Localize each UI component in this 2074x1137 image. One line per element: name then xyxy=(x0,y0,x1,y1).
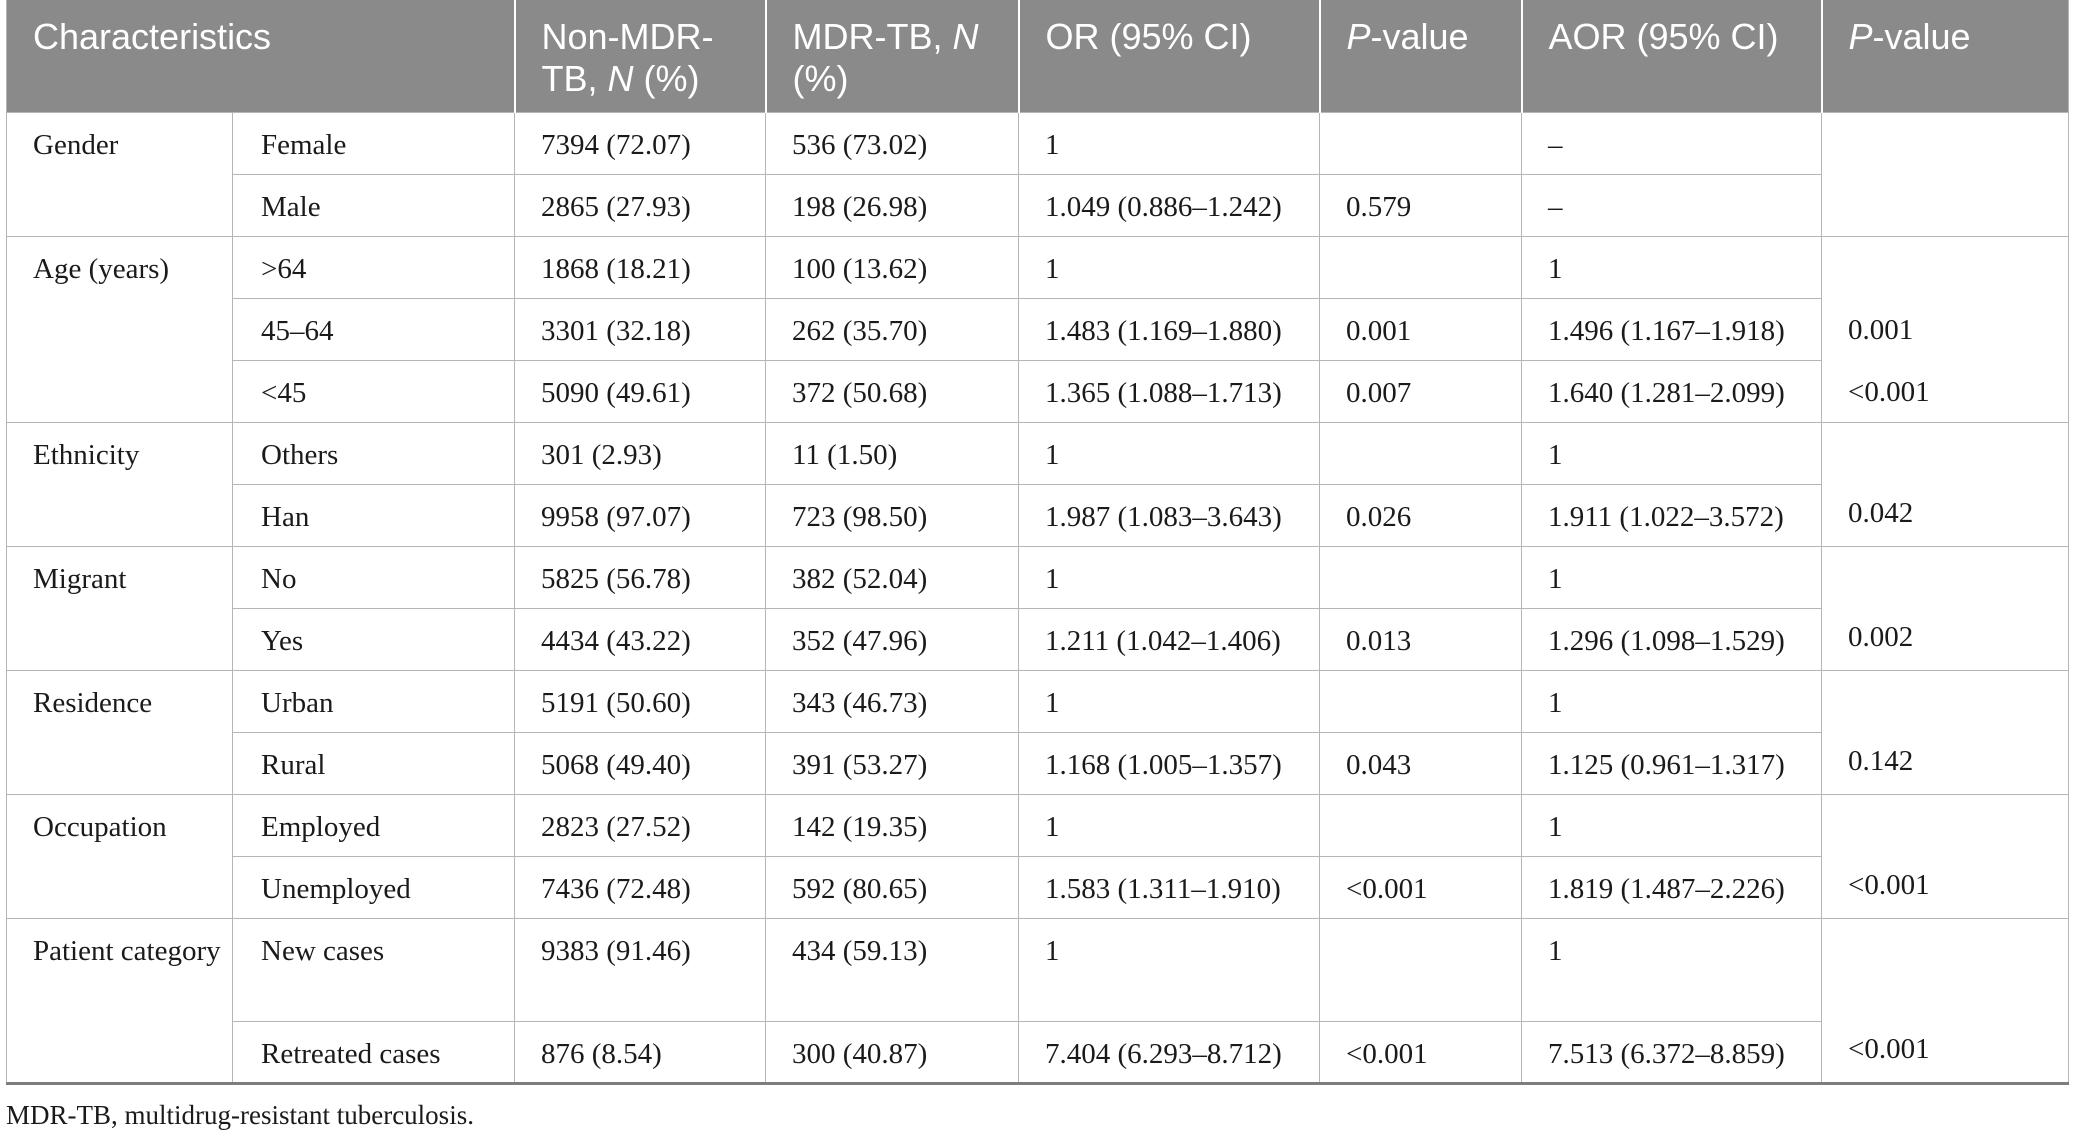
aor-cell: 1.640 (1.281–2.099) xyxy=(1522,360,1822,422)
mdr-cell: 142 (19.35) xyxy=(766,794,1019,856)
level-cell: Others xyxy=(233,422,515,484)
aor-cell: 1 xyxy=(1522,546,1822,608)
non-mdr-cell: 876 (8.54) xyxy=(515,1021,766,1083)
level-cell: Yes xyxy=(233,608,515,670)
mdr-cell: 100 (13.62) xyxy=(766,236,1019,298)
table-row xyxy=(7,236,2069,298)
non-mdr-cell: 2865 (27.93) xyxy=(515,174,766,236)
or-cell: 1.583 (1.311–1.910) xyxy=(1019,856,1320,918)
or-cell: 1.483 (1.169–1.880) xyxy=(1019,298,1320,360)
category-cell: Gender xyxy=(7,112,233,236)
non-mdr-cell: 301 (2.93) xyxy=(515,422,766,484)
table-header xyxy=(7,0,2069,112)
or-cell: 7.404 (6.293–8.712) xyxy=(1019,1021,1320,1083)
header-adjusted-p-value: P-value xyxy=(1822,0,2069,112)
non-mdr-cell: 4434 (43.22) xyxy=(515,608,766,670)
adjusted-p-value-cell xyxy=(1822,546,2069,670)
category-cell: Age (years) xyxy=(7,236,233,422)
non-mdr-cell: 3301 (32.18) xyxy=(515,298,766,360)
category-cell: Occupation xyxy=(7,794,233,918)
aor-cell: 1 xyxy=(1522,670,1822,732)
non-mdr-cell: 9383 (91.46) xyxy=(515,918,766,1021)
header-aor: AOR (95% CI) xyxy=(1522,0,1822,112)
table-row xyxy=(7,856,2069,918)
adjusted-p-value-cell xyxy=(1822,112,2069,236)
mdr-cell: 372 (50.68) xyxy=(766,360,1019,422)
or-cell: 1 xyxy=(1019,112,1320,174)
p-value-cell: 0.043 xyxy=(1320,732,1522,794)
or-cell: 1.211 (1.042–1.406) xyxy=(1019,608,1320,670)
aor-cell: 1 xyxy=(1522,236,1822,298)
p-value-cell: <0.001 xyxy=(1320,1021,1522,1083)
adjusted-p-value-cell: <0.001 xyxy=(1822,360,2069,422)
table-row xyxy=(7,112,2069,174)
or-cell: 1 xyxy=(1019,794,1320,856)
characteristics-table xyxy=(6,0,2069,1085)
level-cell: <45 xyxy=(233,360,515,422)
aor-cell: 1.911 (1.022–3.572) xyxy=(1522,484,1822,546)
non-mdr-cell: 9958 (97.07) xyxy=(515,484,766,546)
non-mdr-cell: 5191 (50.60) xyxy=(515,670,766,732)
table-row xyxy=(7,298,2069,360)
level-cell: Rural xyxy=(233,732,515,794)
adjusted-p-value: 0.142 xyxy=(1848,744,1914,777)
aor-cell: 1 xyxy=(1522,422,1822,484)
or-cell: 1.987 (1.083–3.643) xyxy=(1019,484,1320,546)
or-cell: 1.365 (1.088–1.713) xyxy=(1019,360,1320,422)
aor-cell: – xyxy=(1522,112,1822,174)
aor-cell: – xyxy=(1522,174,1822,236)
aor-cell: 1.296 (1.098–1.529) xyxy=(1522,608,1822,670)
mdr-cell: 536 (73.02) xyxy=(766,112,1019,174)
aor-cell: 1 xyxy=(1522,918,1822,1021)
table-row xyxy=(7,608,2069,670)
header-or: OR (95% CI) xyxy=(1019,0,1320,112)
level-cell: Han xyxy=(233,484,515,546)
non-mdr-cell: 7436 (72.48) xyxy=(515,856,766,918)
mdr-cell: 391 (53.27) xyxy=(766,732,1019,794)
header-mdr-tb: MDR-TB, N (%) xyxy=(766,0,1019,112)
header-non-mdr-tb: Non-MDR-TB, N (%) xyxy=(515,0,766,112)
p-value-cell xyxy=(1320,112,1522,174)
non-mdr-cell: 5825 (56.78) xyxy=(515,546,766,608)
or-cell: 1 xyxy=(1019,546,1320,608)
adjusted-p-value-cell xyxy=(1822,236,2069,298)
table-container xyxy=(6,0,2068,1085)
table-row xyxy=(7,732,2069,794)
adjusted-p-value-cell xyxy=(1822,670,2069,794)
aor-cell: 7.513 (6.372–8.859) xyxy=(1522,1021,1822,1083)
aor-cell: 1.496 (1.167–1.918) xyxy=(1522,298,1822,360)
non-mdr-cell: 1868 (18.21) xyxy=(515,236,766,298)
p-value-cell xyxy=(1320,236,1522,298)
header-p-value: P-value xyxy=(1320,0,1522,112)
aor-cell: 1.125 (0.961–1.317) xyxy=(1522,732,1822,794)
adjusted-p-value: <0.001 xyxy=(1848,868,1930,901)
aor-cell: 1.819 (1.487–2.226) xyxy=(1522,856,1822,918)
non-mdr-cell: 7394 (72.07) xyxy=(515,112,766,174)
p-value-cell: 0.026 xyxy=(1320,484,1522,546)
category-cell: Migrant xyxy=(7,546,233,670)
table-row xyxy=(7,1021,2069,1083)
level-cell: >64 xyxy=(233,236,515,298)
p-value-cell: 0.007 xyxy=(1320,360,1522,422)
mdr-cell: 723 (98.50) xyxy=(766,484,1019,546)
p-value-cell xyxy=(1320,794,1522,856)
adjusted-p-value: 0.042 xyxy=(1848,496,1914,529)
aor-cell: 1 xyxy=(1522,794,1822,856)
category-cell: Residence xyxy=(7,670,233,794)
mdr-cell: 262 (35.70) xyxy=(766,298,1019,360)
mdr-cell: 434 (59.13) xyxy=(766,918,1019,1021)
table-row xyxy=(7,174,2069,236)
category-cell: Ethnicity xyxy=(7,422,233,546)
p-value-cell: 0.579 xyxy=(1320,174,1522,236)
non-mdr-cell: 5090 (49.61) xyxy=(515,360,766,422)
or-cell: 1 xyxy=(1019,422,1320,484)
table-row xyxy=(7,360,2069,422)
level-cell: Urban xyxy=(233,670,515,732)
category-cell: Patient category xyxy=(7,918,233,1083)
adjusted-p-value-cell xyxy=(1822,918,2069,1083)
p-value-cell xyxy=(1320,546,1522,608)
or-cell: 1 xyxy=(1019,670,1320,732)
mdr-cell: 352 (47.96) xyxy=(766,608,1019,670)
or-cell: 1 xyxy=(1019,918,1320,1021)
p-value-cell xyxy=(1320,918,1522,1021)
table-row xyxy=(7,484,2069,546)
table-row xyxy=(7,918,2069,1021)
table-row xyxy=(7,670,2069,732)
table-footnote: MDR-TB, multidrug-resistant tuberculosis. xyxy=(6,1100,474,1130)
mdr-cell: 382 (52.04) xyxy=(766,546,1019,608)
p-value-cell: 0.013 xyxy=(1320,608,1522,670)
level-cell: New cases xyxy=(233,918,515,1021)
level-cell: No xyxy=(233,546,515,608)
mdr-cell: 592 (80.65) xyxy=(766,856,1019,918)
mdr-cell: 198 (26.98) xyxy=(766,174,1019,236)
level-cell: Unemployed xyxy=(233,856,515,918)
or-cell: 1.049 (0.886–1.242) xyxy=(1019,174,1320,236)
level-cell: Female xyxy=(233,112,515,174)
p-value-cell: <0.001 xyxy=(1320,856,1522,918)
p-value-cell: 0.001 xyxy=(1320,298,1522,360)
adjusted-p-value-cell: 0.001 xyxy=(1822,298,2069,360)
mdr-cell: 300 (40.87) xyxy=(766,1021,1019,1083)
mdr-cell: 11 (1.50) xyxy=(766,422,1019,484)
level-cell: Retreated cases xyxy=(233,1021,515,1083)
adjusted-p-value: <0.001 xyxy=(1848,1032,1930,1065)
header-characteristics: Characteristics xyxy=(7,0,515,112)
p-value-cell xyxy=(1320,422,1522,484)
non-mdr-cell: 5068 (49.40) xyxy=(515,732,766,794)
table-row xyxy=(7,546,2069,608)
or-cell: 1 xyxy=(1019,236,1320,298)
table-body xyxy=(7,112,2069,1083)
table-row xyxy=(7,422,2069,484)
non-mdr-cell: 2823 (27.52) xyxy=(515,794,766,856)
adjusted-p-value: 0.002 xyxy=(1848,620,1914,653)
table-row xyxy=(7,794,2069,856)
adjusted-p-value-cell xyxy=(1822,794,2069,918)
or-cell: 1.168 (1.005–1.357) xyxy=(1019,732,1320,794)
adjusted-p-value-cell xyxy=(1822,422,2069,546)
level-cell: Employed xyxy=(233,794,515,856)
mdr-cell: 343 (46.73) xyxy=(766,670,1019,732)
p-value-cell xyxy=(1320,670,1522,732)
level-cell: 45–64 xyxy=(233,298,515,360)
level-cell: Male xyxy=(233,174,515,236)
